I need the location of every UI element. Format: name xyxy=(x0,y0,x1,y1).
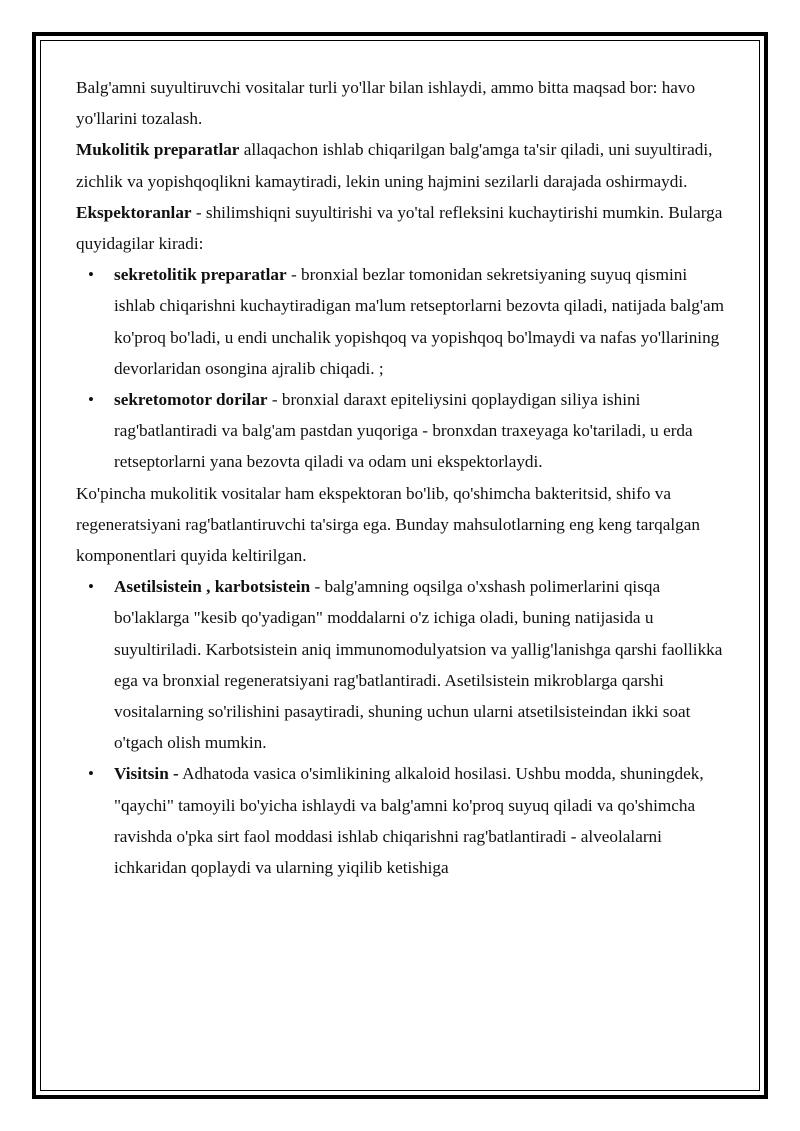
bullet-icon: • xyxy=(88,265,94,285)
list-item xyxy=(76,571,724,758)
list-item xyxy=(76,384,724,478)
list-item xyxy=(76,259,724,384)
list-item xyxy=(76,758,724,883)
expectorant-types-list xyxy=(76,259,724,477)
list-item-text: - bronxial bezlar tomonidan sekretsiyaning suyuq qismini ishlab chiqarishni kuchaytiradigan ma'lum retseptorlarni bezovta qiladi, natijada balg'am ko'proq bo'ladi, u endi unchalik yopishqoq va yopishqoq bo'lmaydi va nafas yo'llarining devorlaridan osongina ajralib chiqadi. ; xyxy=(114,265,724,378)
list-item-text: - bronxial daraxt epiteliysini qoplaydigan siliya ishini rag'batlantiradi va balg'am pastdan yuqoriga - bronxdan traxeyaga ko'tariladi, u erda retseptorlarni yana bezovta qiladi va odam uni ekspektorlaydi. xyxy=(114,390,693,472)
list-item-text: Adhatoda vasica o'simlikining alkaloid hosilasi. Ushbu modda, shuningdek, "qaychi" tamoyili bo'yicha ishlaydi va balg'amni ko'proq suyuq qiladi va qo'shimcha ravishda o'pka sirt faol moddasi ishlab chiqarishni rag'batlantiradi - alveolalarni ichkaridan qoplaydi va ularning yiqilib ketishiga xyxy=(114,764,704,878)
mucolytic-term: Mukolitik preparatlar xyxy=(76,140,240,160)
intro-paragraph: Balg'amni suyultiruvchi vositalar turli yo'llar bilan ishlaydi, ammo bitta maqsad bor: havo yo'llarini tozalash. xyxy=(76,78,696,129)
components-list xyxy=(76,571,724,883)
mucolytic-text: allaqachon ishlab chiqarilgan balg'amga ta'sir qiladi, uni suyultiradi, zichlik va yopishqoqlikni kamaytiradi, lekin uning hajmini sezilarli darajada oshirmaydi. xyxy=(76,140,713,191)
expectorant-term: Ekspektoranlar xyxy=(76,202,192,222)
bullet-icon: • xyxy=(88,390,94,410)
list-item-term: sekretomotor dorilar xyxy=(114,390,268,410)
mucolytic-paragraph xyxy=(76,134,724,196)
list-item-text: - balg'amning oqsilga o'xshash polimerlarini qisqa bo'laklarga "kesib qo'yadigan" moddalarni o'z ichiga oladi, buning natijasida u suyultiriladi. Karbotsistein aniq immunomodulyatsion va yallig'lanishga qarshi faollikka ega va bronxial regeneratsiyani rag'batlantiradi. Asetilsistein mikroblarga qarshi vositalarning so'rilishini pasaytiradi, shuning uchun ularni atsetilsisteindan ikki soat o'tgach olish mumkin. xyxy=(114,577,723,753)
list-item-term: Asetilsistein , karbotsistein xyxy=(114,577,311,597)
document-body xyxy=(76,72,724,883)
expectorant-text: - shilimshiqni suyultirishi va yo'tal refleksini kuchaytirishi mumkin. Bularga quyidagilar kiradi: xyxy=(76,202,723,254)
bullet-icon: • xyxy=(88,577,94,597)
list-item-term: Visitsin - xyxy=(114,764,179,784)
expectorant-paragraph xyxy=(76,197,724,259)
combined-paragraph: Ko'pincha mukolitik vositalar ham ekspektoran bo'lib, qo'shimcha bakteritsid, shifo va regeneratsiyani rag'batlantiruvchi ta'sirga ega. Bunday mahsulotlarning eng keng tarqalgan komponentlari quyida keltirilgan. xyxy=(76,483,700,566)
bullet-icon: • xyxy=(88,764,94,784)
list-item-term: sekretolitik preparatlar xyxy=(114,265,287,285)
